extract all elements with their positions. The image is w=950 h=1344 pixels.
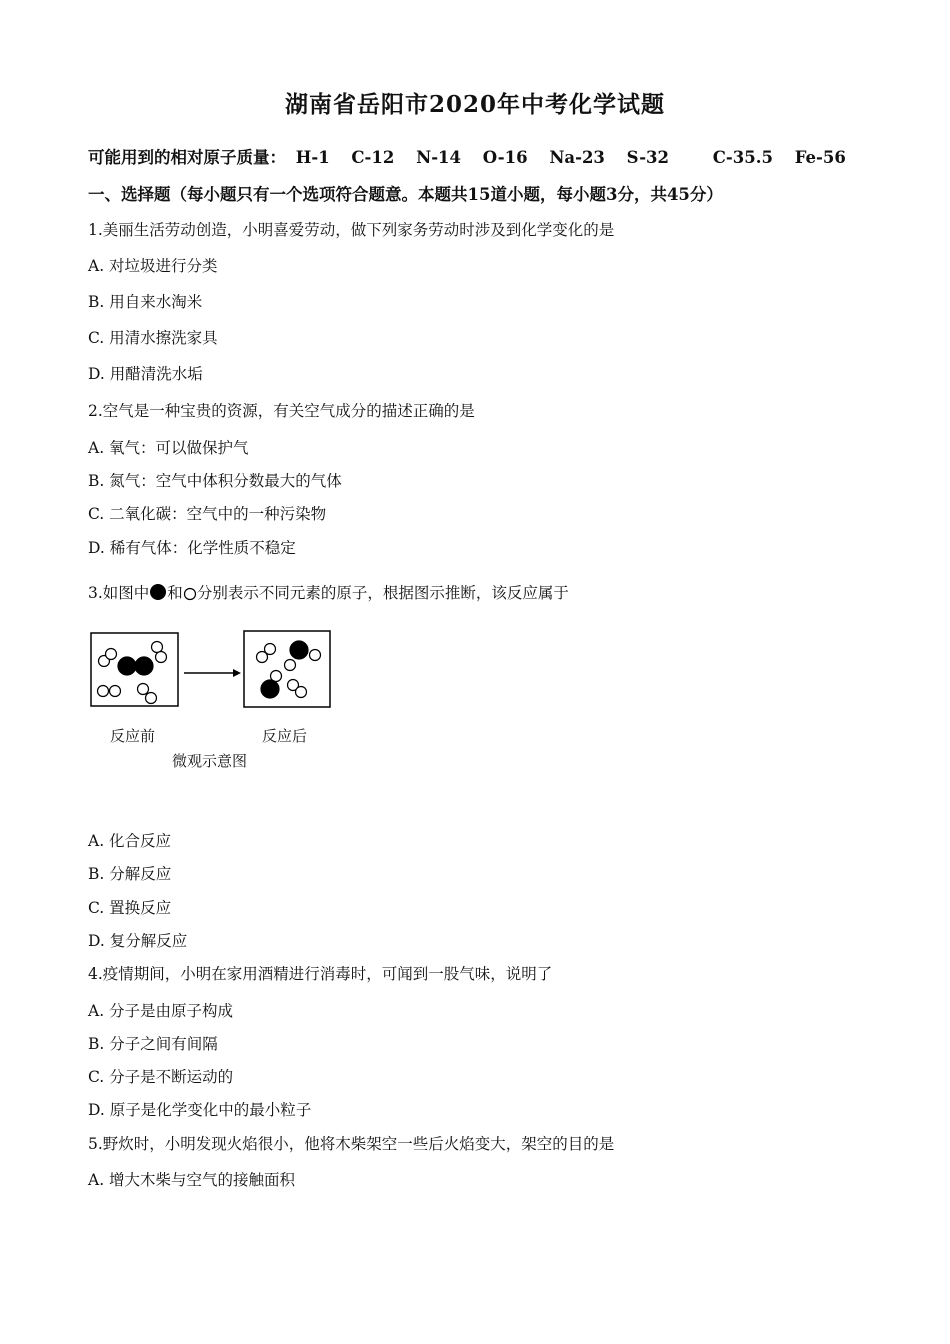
q5-option-a: A. 增大木柴与空气的接触面积 bbox=[88, 1171, 296, 1189]
filled-atom-icon bbox=[149, 583, 167, 601]
q4-option-b: B. 分子之间有间隔 bbox=[88, 1035, 218, 1053]
q4-option-d: D. 原子是化学变化中的最小粒子 bbox=[88, 1101, 312, 1119]
q1-option-a: A. 对垃圾进行分类 bbox=[88, 257, 218, 275]
q3-option-a: A. 化合反应 bbox=[88, 832, 172, 850]
q1-option-d: D. 用醋清洗水垢 bbox=[88, 365, 203, 383]
q1-option-b: B. 用自来水淘米 bbox=[88, 293, 203, 311]
q3-stem-and: 和 bbox=[167, 584, 183, 602]
page-title: 湖南省岳阳市2020年中考化学试题 bbox=[284, 91, 665, 118]
hollow-atom-icon bbox=[183, 587, 197, 601]
question-2-stem: 2.空气是一种宝贵的资源，有关空气成分的描述正确的是 bbox=[88, 402, 475, 420]
atomic-masses-line bbox=[88, 144, 862, 168]
question-4-stem: 4.疫情期间，小明在家用酒精进行消毒时，可闻到一股气味，说明了 bbox=[88, 965, 553, 983]
q2-option-c: C. 二氧化碳：空气中的一种污染物 bbox=[88, 505, 327, 523]
before-label: 反应前 bbox=[110, 727, 156, 745]
atomic-masses-label: 可能用到的相对原子质量： bbox=[88, 148, 286, 167]
q3-stem-prefix: 3.如图中 bbox=[88, 584, 150, 602]
atomic-mass-item: N-14 bbox=[416, 148, 462, 167]
atomic-mass-item: C-12 bbox=[351, 148, 395, 167]
reaction-diagram bbox=[88, 628, 338, 708]
q1-option-c: C. 用清水擦洗家具 bbox=[88, 329, 218, 347]
q3-option-c: C. 置换反应 bbox=[88, 899, 172, 917]
question-5-stem: 5.野炊时，小明发现火焰很小，他将木柴架空一些后火焰变大，架空的目的是 bbox=[88, 1135, 615, 1153]
q4-option-c: C. 分子是不断运动的 bbox=[88, 1068, 234, 1086]
atomic-mass-item: S-32 bbox=[626, 148, 670, 167]
q3-option-b: B. 分解反应 bbox=[88, 865, 172, 883]
question-1-stem: 1.美丽生活劳动创造，小明喜爱劳动，做下列家务劳动时涉及到化学变化的是 bbox=[88, 221, 615, 239]
q2-option-b: B. 氮气：空气中体积分数最大的气体 bbox=[88, 472, 342, 490]
question-3-stem bbox=[88, 581, 569, 603]
q2-option-d: D. 稀有气体：化学性质不稳定 bbox=[88, 539, 296, 557]
figure-caption: 微观示意图 bbox=[172, 752, 248, 770]
after-label: 反应后 bbox=[262, 727, 308, 745]
q2-option-a: A. 氧气：可以做保护气 bbox=[88, 439, 249, 457]
q4-option-a: A. 分子是由原子构成 bbox=[88, 1002, 234, 1020]
atomic-mass-item: Fe-56 bbox=[794, 148, 846, 167]
q3-option-d: D. 复分解反应 bbox=[88, 932, 188, 950]
atomic-mass-item: O-16 bbox=[482, 148, 528, 167]
q3-stem-suffix: 分别表示不同元素的原子，根据图示推断，该反应属于 bbox=[196, 584, 569, 602]
atomic-mass-item: H-1 bbox=[295, 148, 330, 167]
section-heading: 一、选择题（每小题只有一个选项符合题意。本题共15道小题，每小题3分，共45分） bbox=[88, 185, 723, 204]
atomic-mass-item: Na-23 bbox=[549, 148, 605, 167]
atomic-mass-item: C-35.5 bbox=[712, 148, 773, 167]
